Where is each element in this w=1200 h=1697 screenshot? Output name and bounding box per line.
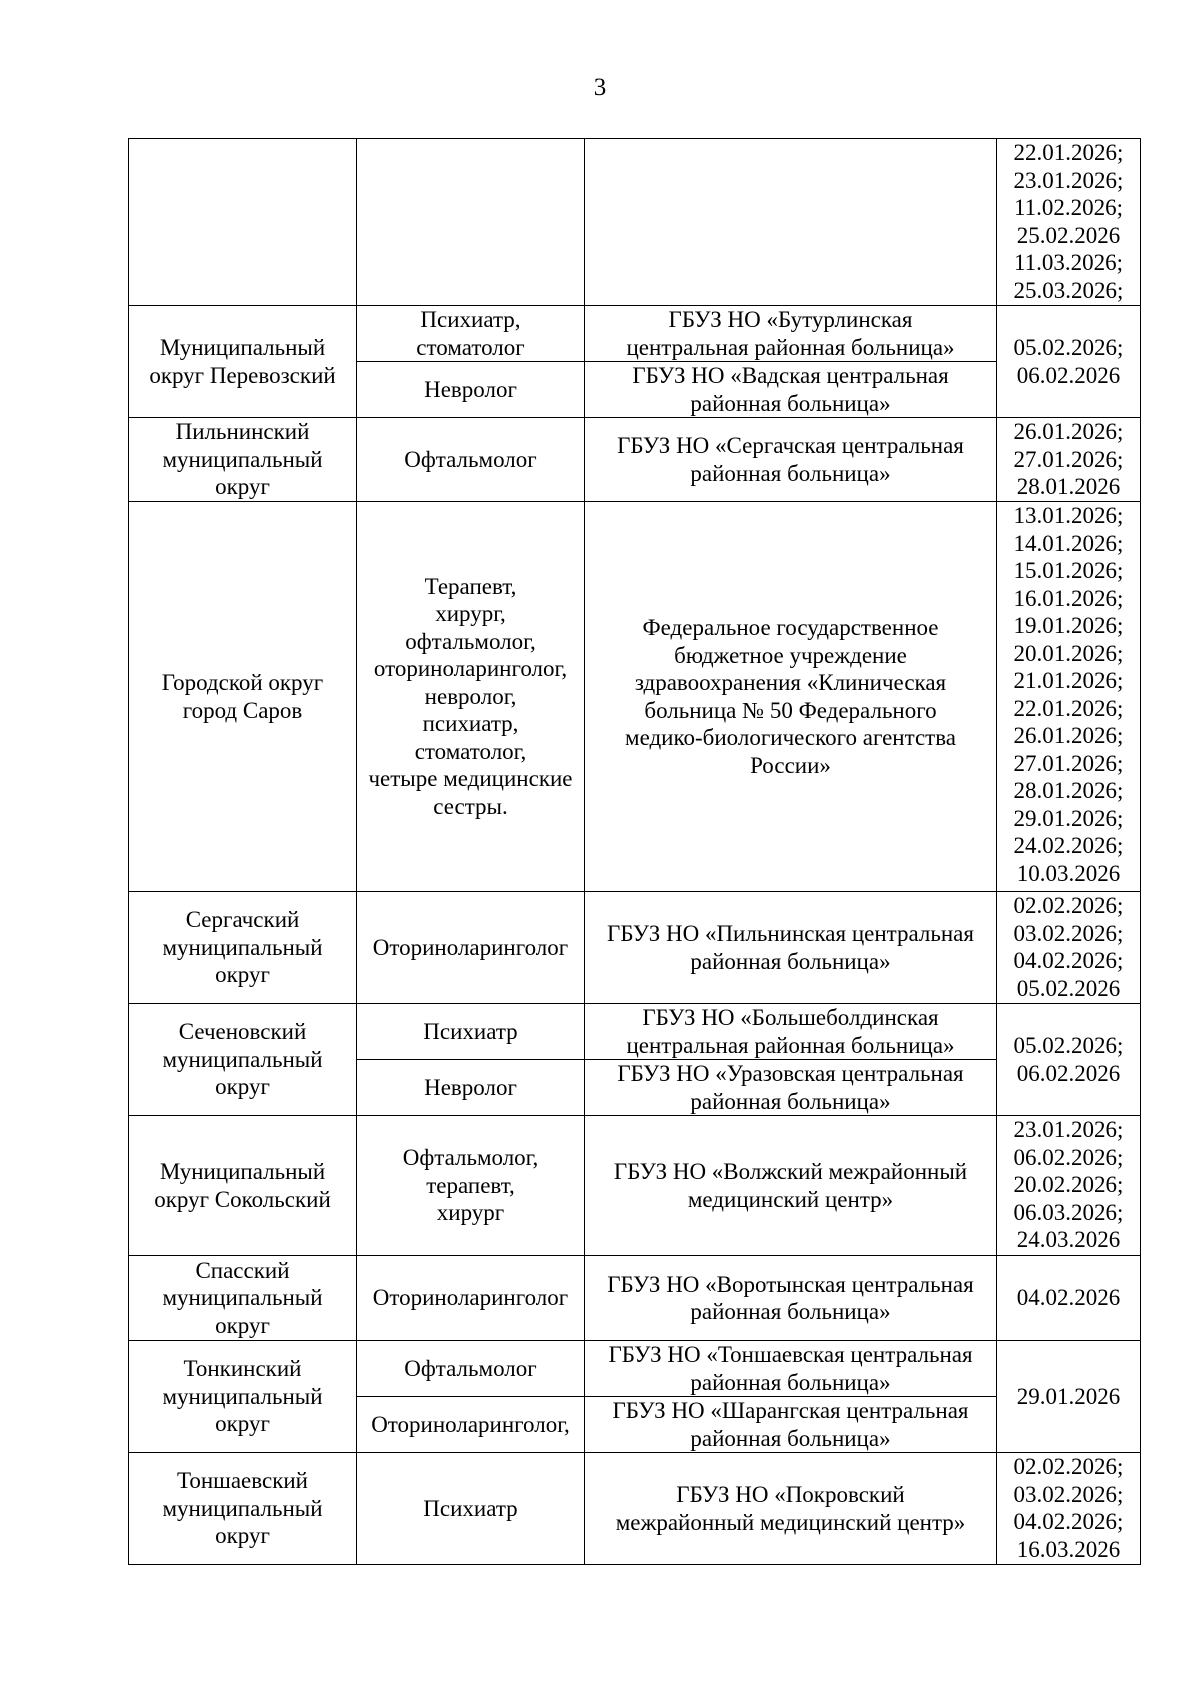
institution-cell: ГБУЗ НО «Бутурлинская центральная районная больница» [585, 306, 997, 362]
specialist-cell: Офтальмолог, терапевт, хирург [357, 1116, 585, 1256]
dates-cell: 04.02.2026 [997, 1256, 1141, 1341]
dates-cell: 05.02.2026; 06.02.2026 [997, 306, 1141, 418]
dates-cell: 29.01.2026 [997, 1341, 1141, 1453]
table-row [129, 1004, 1141, 1060]
schedule-table [128, 138, 1141, 1565]
specialist-cell: Психиатр, стоматолог [357, 306, 585, 362]
dates-cell: 23.01.2026; 06.02.2026; 20.02.2026; 06.03.2026; 24.03.2026 [997, 1116, 1141, 1256]
specialist-cell: Оториноларинголог [357, 892, 585, 1004]
specialist-cell: Оториноларинголог [357, 1256, 585, 1341]
table-row [129, 418, 1141, 502]
institution-cell: ГБУЗ НО «Тоншаевская центральная районная больница» [585, 1341, 997, 1397]
district-cell: Городской округ город Саров [129, 502, 357, 892]
dates-cell: 13.01.2026; 14.01.2026; 15.01.2026; 16.01.2026; 19.01.2026; 20.01.2026; 21.01.2026; 22.01.2026; 26.01.2026; 27.01.2026; 28.01.2026; 29.01.2026; 24.02.2026; 10.03.2026 [997, 502, 1141, 892]
page-number: 3 [593, 74, 607, 101]
institution-cell [585, 139, 997, 306]
district-cell: Муниципальный округ Перевозский [129, 306, 357, 418]
specialist-cell: Невролог [357, 362, 585, 418]
district-cell [129, 139, 357, 306]
specialist-cell: Психиатр [357, 1004, 585, 1060]
institution-cell: ГБУЗ НО «Сергачская центральная районная больница» [585, 418, 997, 502]
institution-cell: ГБУЗ НО «Вадская центральная районная больница» [585, 362, 997, 418]
dates-cell: 02.02.2026; 03.02.2026; 04.02.2026; 16.03.2026 [997, 1453, 1141, 1565]
institution-cell: ГБУЗ НО «Воротынская центральная районная больница» [585, 1256, 997, 1341]
dates-cell: 26.01.2026; 27.01.2026; 28.01.2026 [997, 418, 1141, 502]
specialist-cell [357, 139, 585, 306]
table-row [129, 139, 1141, 306]
institution-cell: Федеральное государственное бюджетное учреждение здравоохранения «Клиническая больница № 50 Федерального медико-биологического агентства России» [585, 502, 997, 892]
dates-cell: 05.02.2026; 06.02.2026 [997, 1004, 1141, 1116]
institution-cell: ГБУЗ НО «Покровский межрайонный медицинский центр» [585, 1453, 997, 1565]
table-row [129, 1116, 1141, 1256]
district-cell: Сергачский муниципальный округ [129, 892, 357, 1004]
specialist-cell: Психиатр [357, 1453, 585, 1565]
dates-cell: 22.01.2026; 23.01.2026; 11.02.2026; 25.02.2026 11.03.2026; 25.03.2026; [997, 139, 1141, 306]
table-row [129, 1256, 1141, 1341]
specialist-cell: Оториноларинголог, [357, 1397, 585, 1453]
specialist-cell: Офтальмолог [357, 1341, 585, 1397]
specialist-cell: Невролог [357, 1060, 585, 1116]
institution-cell: ГБУЗ НО «Волжский межрайонный медицинский центр» [585, 1116, 997, 1256]
institution-cell: ГБУЗ НО «Шарангская центральная районная больница» [585, 1397, 997, 1453]
district-cell: Спасский муниципальный округ [129, 1256, 357, 1341]
table-row [129, 306, 1141, 362]
table-row [129, 1341, 1141, 1397]
district-cell: Тоншаевский муниципальный округ [129, 1453, 357, 1565]
specialist-cell: Офтальмолог [357, 418, 585, 502]
institution-cell: ГБУЗ НО «Пильнинская центральная районная больница» [585, 892, 997, 1004]
table-row [129, 892, 1141, 1004]
table-row [129, 502, 1141, 892]
district-cell: Сеченовский муниципальный округ [129, 1004, 357, 1116]
district-cell: Муниципальный округ Сокольский [129, 1116, 357, 1256]
institution-cell: ГБУЗ НО «Большеболдинская центральная районная больница» [585, 1004, 997, 1060]
table-row [129, 1453, 1141, 1565]
dates-cell: 02.02.2026; 03.02.2026; 04.02.2026; 05.02.2026 [997, 892, 1141, 1004]
specialist-cell: Терапевт, хирург, офтальмолог, оториноларинголог, невролог, психиатр, стоматолог, четыре медицинские сестры. [357, 502, 585, 892]
institution-cell: ГБУЗ НО «Уразовская центральная районная больница» [585, 1060, 997, 1116]
district-cell: Пильнинский муниципальный округ [129, 418, 357, 502]
district-cell: Тонкинский муниципальный округ [129, 1341, 357, 1453]
